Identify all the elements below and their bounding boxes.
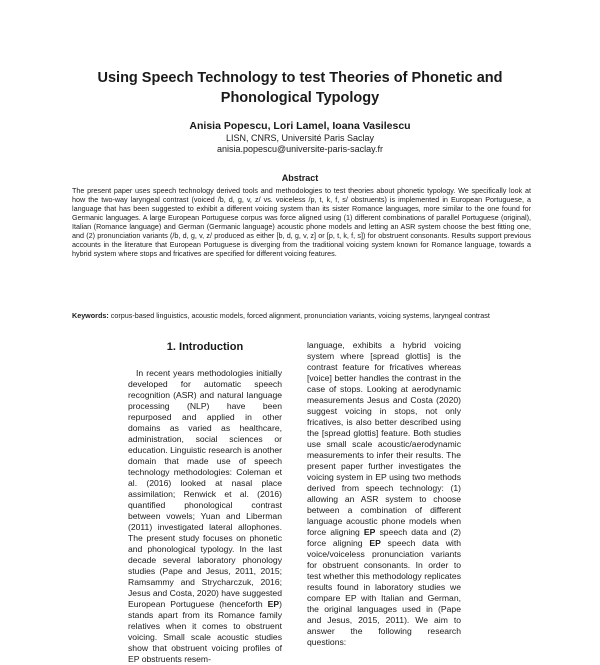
keywords-text: corpus-based linguistics, acoustic models, forced alignment, pronunciation variants, voicing systems, laryngeal contrast (110, 311, 490, 320)
keywords-block (72, 311, 531, 321)
abstract-heading: Abstract (281, 173, 319, 183)
intro-text-part-2: ) stands apart from its Romance family relatives when it comes to obstruent voicing. Small scale acoustic studies show that obstruent voicing profiles of EP obstruents resem- (128, 599, 282, 664)
author-list: Anisia Popescu, Lori Lamel, Ioana Vasilescu (189, 120, 411, 132)
right-text-part-1: language, exhibits a hybrid voicing system where [spread glottis] is the contrast feature for fricatives whereas [voice] better handles the contrast in the case of stops. Looking at aerodynamic measurements Jesus and Costa (2020) suggest voicing in stops, not only fricatives, is also better described using the [spread glottis] feature. Both studies use small scale acoustic/aerodynamic measurements to infer their results. The present paper further investigates the voicing system in EP using two methods derived from speech technology: (1) allowing an ASR system to choose between a combination of different language acoustic phone models when force aligning (307, 340, 461, 537)
right-text-part-2: speech data and (2) force aligning (307, 527, 461, 548)
right-ep-abbrev-1: EP (363, 527, 376, 537)
section-heading-introduction: 1. Introduction (166, 341, 244, 353)
abstract-text: The present paper uses speech technology derived tools and methodologies to test theories about phonetic typology. We specifically look at how the two-way laryngeal contrast (voiced /b, d, g, v, z/ vs. voiceless /p, t, k, f, s/ obstruents) is implemented in European Portuguese, a language that has been suggested to exhibit a different voicing system than its sister Romance languages, more similar to the one found for Germanic languages. A large European Portuguese corpus was force aligned using (1) different combinations of parallel Portuguese (original), Italian (Romance language) and German (Germanic language) acoustic phone models and letting an ASR system choose the best fitting one, and (2) pronunciation variants (/b, d, g, v, z/ produced as either [b, d, g, v, z] or [p, t, k, f, s]) for obstruent consonants. Results support previous accounts in the literature that European Portuguese is diverging from the traditional voicing system known for Romance language, towards a hybrid system where stops and fricatives are specified for different voicing features. (72, 186, 531, 258)
intro-text-part-1: In recent years methodologies initially developed for automatic speech recognition (ASR) and natural language processing (NLP) have been repurposed and applied in other domains as varied as healthcare, administration, social sciences or education. Linguistic research is another domain that made use of speech technology methodologies: Coleman et al. (2016) looked at nasal place assimilation; Renwick et al. (2016) quantified phonological contrast between vowels; Yuan and Liberman (2011) investigated lateral allophones. The present study focuses on phonetic and phonological typology. In the last decade several laboratory phonology studies (Pape and Jesus, 2011, 2015; Ramsammy and Strycharczuk, 2016; Jesus and Costa, 2020) have suggested European Portuguese (henceforth (128, 368, 282, 609)
body-column-left (128, 368, 282, 664)
affiliation: LISN, CNRS, Université Paris Saclay (225, 133, 375, 143)
body-column-right (307, 340, 461, 647)
paper-title (60, 68, 540, 108)
intro-ep-abbrev: EP (267, 599, 280, 609)
continued-paragraph (307, 340, 461, 648)
paper-title-line-2: Phonological Typology (220, 90, 380, 106)
intro-paragraph (128, 368, 282, 665)
affiliation-block (60, 133, 540, 155)
paper-title-line-1: Using Speech Technology to test Theories of Phonetic and (97, 70, 503, 86)
right-text-part-3: speech data with voice/voiceless pronunciation variants for obstruent consonants. In order to test whether this methodology replicates results found in laboratory studies we compare EP with Italian and German, the original languages used in (Pape and Jesus, 2015, 2011). We aim to answer the following research questions: (307, 538, 461, 647)
keywords-label: Keywords: (72, 311, 109, 320)
author-email: anisia.popescu@universite-paris-saclay.fr (216, 144, 384, 154)
right-ep-abbrev-2: EP (369, 538, 381, 548)
